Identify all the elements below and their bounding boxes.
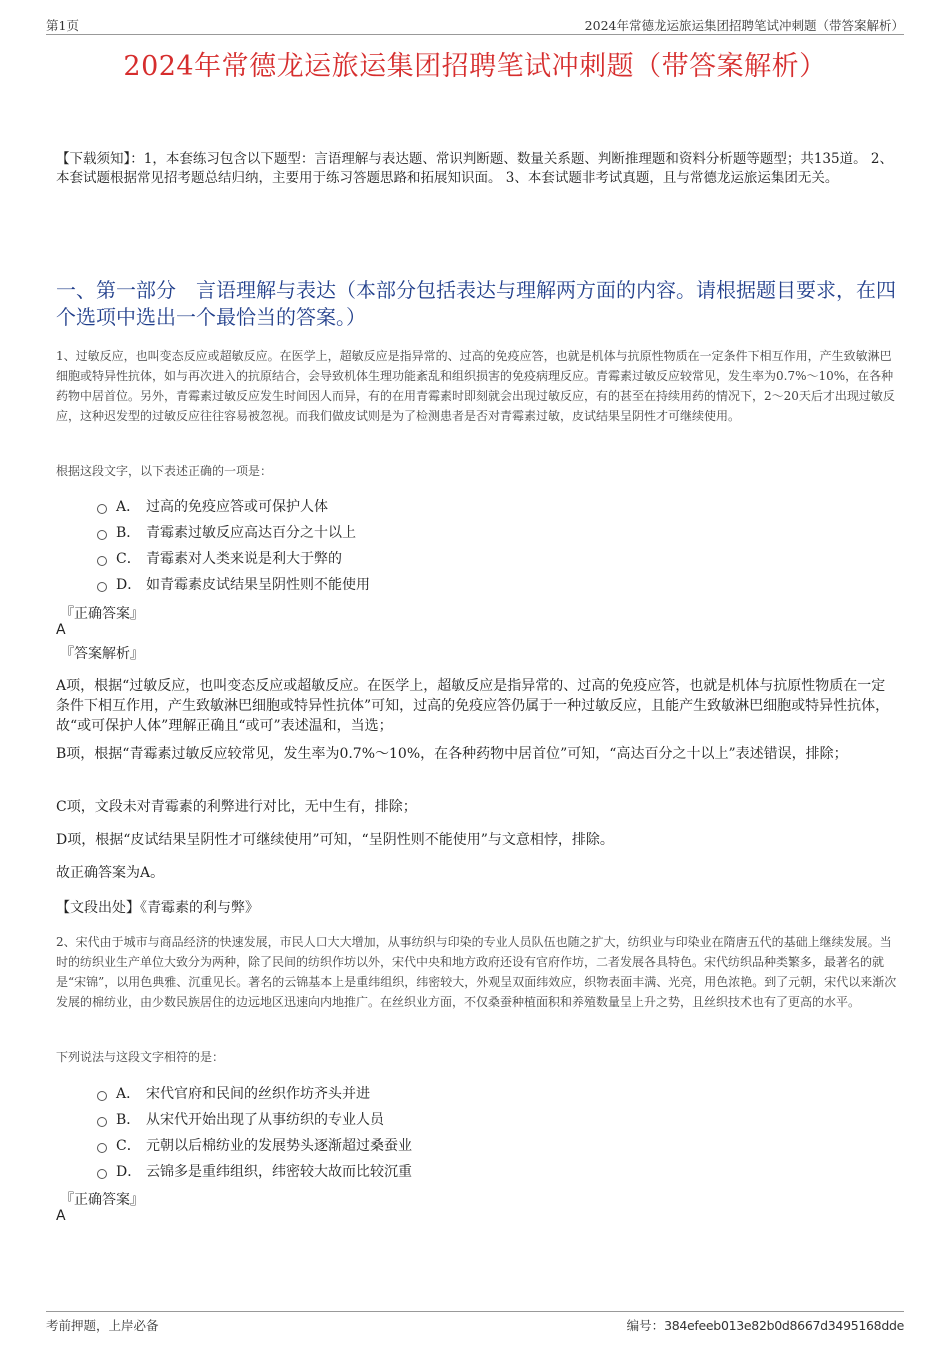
option-c[interactable]: C． 元朝以后棉纺业的发展势头逐渐超过桑蚕业 [97,1132,797,1158]
option-c[interactable]: C． 青霉素对人类来说是利大于弊的 [97,545,797,571]
option-b[interactable]: B． 青霉素过敏反应高达百分之十以上 [97,519,797,545]
radio-icon[interactable] [97,530,107,540]
radio-icon[interactable] [97,582,107,592]
header-doc-title: 2024年常德龙运旅运集团招聘笔试冲刺题（带答案解析） [584,18,904,33]
option-label: 元朝以后棉纺业的发展势头逐渐超过桑蚕业 [146,1138,412,1154]
correct-answer-value: A [56,622,66,638]
option-d[interactable]: D． 如青霉素皮试结果呈阴性则不能使用 [97,571,797,597]
option-label: 如青霉素皮试结果呈阴性则不能使用 [146,577,370,593]
code-label: 编号： [626,1318,665,1333]
option-label: 从宋代开始出现了从事纺织的专业人员 [146,1112,384,1128]
correct-answer-label: 『正确答案』 [60,606,144,622]
question-2-options [97,1080,797,1184]
analysis-paragraph: B项，根据“青霉素过敏反应较常见，发生率为0.7%～10%，在各种药物中居首位”可知，“高达百分之十以上”表述错误，排除； [56,746,848,762]
option-label: 宋代官府和民间的丝织作坊齐头并进 [146,1086,370,1102]
section-description: 言语理解与表达（本部分包括表达与理解两方面的内容。请根据题目要求，在四个选项中选出一个最恰当的答案。） [56,278,896,329]
analysis-label: 『答案解析』 [60,646,144,662]
radio-icon[interactable] [97,1117,107,1127]
code-value: 384efeeb013e82b0d8667d3495168dde [664,1318,904,1333]
passage-source: 【文段出处】《青霉素的利与弊》 [56,900,259,916]
analysis-paragraph: D项，根据“皮试结果呈阴性才可继续使用”可知，“呈阴性则不能使用”与文意相悖，排除。 [56,832,614,848]
question-1-prompt: 根据这段文字，以下表述正确的一项是： [56,464,273,478]
section-number: 一、第一部分 [56,278,176,302]
option-a[interactable]: A． 宋代官府和民间的丝织作坊齐头并进 [97,1080,797,1106]
option-a[interactable]: A． 过高的免疫应答或可保护人体 [97,493,797,519]
option-label: 青霉素过敏反应高达百分之十以上 [146,525,356,541]
radio-icon[interactable] [97,1143,107,1153]
question-1-text: 1、过敏反应，也叫变态反应或超敏反应。在医学上，超敏反应是指异常的、过高的免疫应答，也就是机体与抗原性物质在一定条件下相互作用，产生致敏淋巴细胞或特异性抗体，如与再次进入的抗原结合，会导致机体生理功能紊乱和组织损害的免疫病理反应。青霉素过敏反应较常见，发生率为0.7%～10%，在各种药物中居首位。另外，青霉素过敏反应发生时间因人而异，有的在用青霉素时即刻就会出现过敏反应，有的甚至在持续用药的情况下，2～20天后才出现过敏反应，这种迟发型的过敏反应往往容易被忽视。而我们做皮试则是为了检测患者是否对青霉素过敏，皮试结果呈阴性才可继续使用。 [56,349,895,423]
radio-icon[interactable] [97,556,107,566]
download-notice: 【下载须知】：1，本套练习包含以下题型：言语理解与表达题、常识判断题、数量关系题、判断推理题和资料分析题等题型；共135道。 2、本套试题根据常见招考题总结归纳，主要用于练习答题思路和拓展知识面。 3、本套试题非考试真题，且与常德龙运旅运集团无关。 [56,151,893,186]
section-heading [56,277,896,331]
question-1-options [97,493,797,597]
radio-icon[interactable] [97,1091,107,1101]
option-d[interactable]: D． 云锦多是重纬组织，纬密较大故而比较沉重 [97,1158,797,1184]
analysis-paragraph: C项，文段未对青霉素的利弊进行对比，无中生有，排除； [56,799,417,815]
option-label: 过高的免疫应答或可保护人体 [146,499,328,515]
page-footer [46,1311,904,1334]
radio-icon[interactable] [97,1169,107,1179]
analysis-paragraph: A项，根据“过敏反应，也叫变态反应或超敏反应。在医学上，超敏反应是指异常的、过高的免疫应答，也就是机体与抗原性物质在一定条件下相互作用，产生致敏淋巴细胞或特异性抗体”可知，过高的免疫应答仍属于一种过敏反应，且能产生致敏淋巴细胞或特异性抗体，故“或可保护人体”理解正确且“或可”表述温和，当选； [56,678,890,734]
document-code [627,1316,904,1334]
correct-answer-label: 『正确答案』 [60,1192,144,1208]
analysis-conclusion: 故正确答案为A。 [56,865,165,881]
option-label: 青霉素对人类来说是利大于弊的 [146,551,342,567]
page-number: 第1页 [46,18,79,33]
page-header [46,14,904,35]
option-b[interactable]: B． 从宋代开始出现了从事纺织的专业人员 [97,1106,797,1132]
option-label: 云锦多是重纬组织，纬密较大故而比较沉重 [146,1164,412,1180]
radio-icon[interactable] [97,504,107,514]
correct-answer-value: A [56,1208,66,1224]
question-2-text: 2、宋代由于城市与商品经济的快速发展，市民人口大大增加，从事纺织与印染的专业人员队伍也随之扩大，纺织业与印染业在隋唐五代的基础上继续发展。当时的纺织业生产单位大致分为两种，除了民间的纺织作坊以外，宋代中央和地方政府还设有官府作坊，二者发展各具特色。宋代纺织品种类繁多，最著名的就是“宋锦”，以用色典雅、沉重见长。著名的云锦基本上是重纬组织，纬密较大，外观呈双面纬效应，织物表面丰满、光亮，用色浓艳。到了元朝，宋代以来渐次发展的棉纺业，由少数民族居住的边远地区迅速向内地推广。在丝织业方面，不仅桑蚕种植面积和养殖数量呈上升之势，且丝织技术也有了更高的水平。 [56,935,897,1009]
page-title: 2024年常德龙运旅运集团招聘笔试冲刺题（带答案解析） [123,51,827,82]
question-2-prompt: 下列说法与这段文字相符的是： [56,1050,225,1064]
footer-slogan: 考前押题，上岸必备 [46,1318,159,1333]
